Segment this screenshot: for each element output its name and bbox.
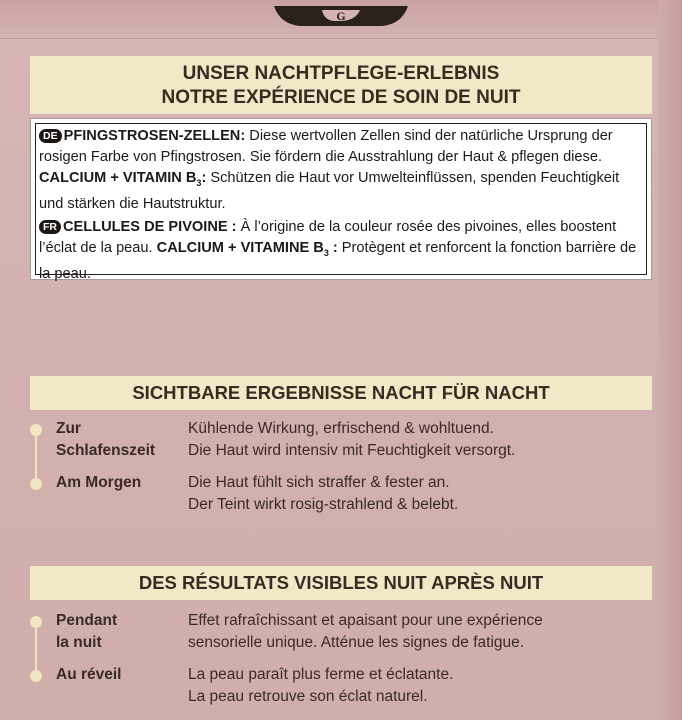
logo-text: G bbox=[336, 9, 346, 23]
bullet-dot-icon bbox=[30, 478, 42, 490]
bullet-dot-icon bbox=[30, 616, 42, 628]
result-desc-de-1: Kühlende Wirkung, erfrischend & wohltuend. Die Haut wird intensiv mit Feuchtigkeit versorgt. bbox=[188, 420, 516, 459]
result-desc-fr-2: La peau paraît plus ferme et éclatante. La peau retrouve son éclat naturel. bbox=[188, 666, 454, 705]
ingredient-title2-de: CALCIUM + VITAMIN $B_3$: bbox=[39, 170, 207, 188]
ingredients-box bbox=[30, 118, 652, 280]
result-desc-de-2: Die Haut fühlt sich straffer & fester an. Der Teint wirkt rosig-strahlend & belebt. bbox=[188, 474, 459, 513]
lang-badge-de: DE bbox=[39, 129, 62, 143]
header-title-de: UNSER NACHTPFLEGE-ERLEBNIS bbox=[182, 63, 500, 84]
header-title-fr: NOTRE EXPÉRIENCE DE SOIN DE NUIT bbox=[161, 87, 521, 108]
ingredient-text-fr-2: Protègent et renforcent la fonction barrière de la peau. bbox=[39, 239, 637, 282]
brand-logo-icon bbox=[272, 6, 410, 28]
result-item-de-1 bbox=[30, 418, 652, 466]
result-label-de-1: Zur Schlafenszeit bbox=[56, 420, 156, 459]
box-right-edge bbox=[658, 0, 682, 720]
result-item-fr-1 bbox=[30, 610, 652, 658]
result-item-fr-2 bbox=[30, 664, 652, 712]
ingredients-fr bbox=[39, 217, 643, 285]
ingredient-title2-fr: CALCIUM + VITAMINE $B_3$ : bbox=[156, 239, 338, 258]
result-item-de-2 bbox=[30, 472, 652, 520]
ingredient-text-de-2: Schützen die Haut vor Umwelteinflüssen, spenden Feuchtigkeit und stärken die Hautstruktur. bbox=[39, 170, 620, 212]
header-banner bbox=[30, 56, 652, 114]
bullet-dot-icon bbox=[30, 670, 42, 682]
ingredient-title-fr: CELLULES DE PIVOINE : bbox=[63, 218, 237, 235]
bullet-dot-icon bbox=[30, 424, 42, 436]
result-desc-fr-1: Effet rafraîchissant et apaisant pour une expérience sensorielle unique. Atténue les signes de fatigue. bbox=[188, 612, 543, 651]
section-title-de: SICHTBARE ERGEBNISSE NACHT FÜR NACHT bbox=[30, 376, 652, 410]
ingredient-text-fr-1: À l’origine de la couleur rosée des pivoines, elles boostent l’éclat de la peau. bbox=[39, 218, 617, 256]
section-title-fr: DES RÉSULTATS VISIBLES NUIT APRÈS NUIT bbox=[30, 566, 652, 600]
result-label-fr-2: Au réveil bbox=[56, 666, 122, 683]
result-label-fr-1: Pendant la nuit bbox=[56, 612, 118, 651]
lang-badge-fr: FR bbox=[39, 220, 61, 234]
ingredient-title-de: PFINGSTROSEN-ZELLEN: bbox=[63, 128, 246, 144]
ingredients-de bbox=[39, 126, 643, 215]
result-label-de-2: Am Morgen bbox=[56, 474, 142, 491]
ingredient-text-de-1: Diese wertvollen Zellen sind der natürliche Ursprung der rosigen Farbe von Pfingstrosen. Sie fördern die Ausstrahlung der Haut & pflegen diese. bbox=[39, 128, 613, 165]
